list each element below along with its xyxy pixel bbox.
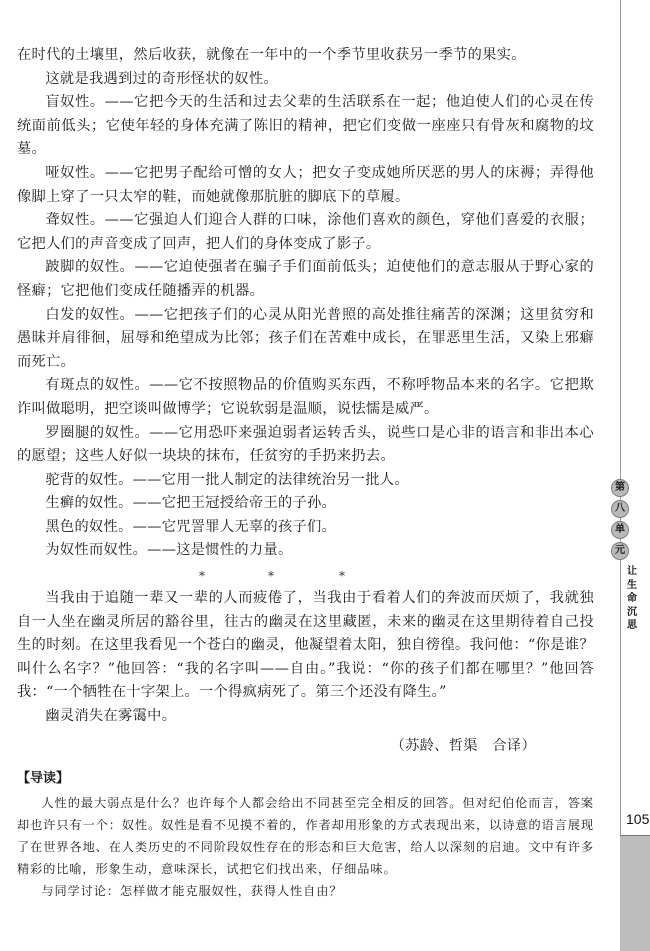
section-char: 沉 <box>627 606 637 618</box>
section-char: 思 <box>627 620 637 631</box>
paragraph-black-servility: 黑色的奴性。——它咒詈罪人无辜的孩子们。 <box>45 518 337 535</box>
paragraph-scabby-servility: 生癣的奴性。——它把王冠授给帝王的子孙。 <box>45 495 337 512</box>
paragraph-grey-servility: 白发的奴性。——它把孩子们的心灵从阳光普照的高处推往痛苦的深渊；这里贫穷和愚昧并肩徘徊，屈辱和绝望成为比邻；孩子们在苦难中成长，在罪恶里生活，又染上邪癖而死亡。 <box>17 306 594 370</box>
main-text <box>17 44 594 759</box>
paragraph-deaf-servility: 聋奴性。——它强迫人们迎合人群的口味，涂他们喜欢的颜色，穿他们喜爱的衣服；它把人们的声音变成了回声，把人们的身体变成了影子。 <box>17 212 594 252</box>
translator-credit: （苏龄、哲渠 合译） <box>390 737 536 754</box>
unit-label <box>611 479 628 563</box>
thumb-index-tab <box>620 835 650 951</box>
unit-badge-circle: 第 <box>611 479 629 497</box>
paragraph-blind-servility: 盲奴性。——它把今天的生活和过去父辈的生活联系在一起；他迫使人们的心灵在传统面前低头；它使年轻的身体充满了陈旧的精神，把它们变做一座座只有骨灰和腐物的坟墓。 <box>17 94 594 158</box>
paragraph-0: 在时代的土壤里，然后收获，就像在一年中的一个季节里收获另一季节的果实。 <box>17 47 526 63</box>
paragraph-mute-servility: 哑奴性。——它把男子配给可憎的女人；把女子变成她所厌恶的男人的床褥；弄得他像脚上穿了一只太窄的鞋，而她就像那肮脏的脚底下的草履。 <box>17 164 594 205</box>
unit-badge-circle: 八 <box>611 500 629 518</box>
separator-star: * <box>199 569 206 584</box>
section-char: 让 <box>627 566 637 577</box>
paragraph-1: 这就是我遇到过的奇形怪状的奴性。 <box>45 70 278 87</box>
page-number: 105 <box>626 811 650 827</box>
paragraph-bowlegged-servility: 罗圈腿的奴性。——它用恐吓来强迫弱者运转舌头，说些口是心非的语言和非出本心的愿望；这些人好似一块块的抹布，任贫穷的手扔来扔去。 <box>17 424 594 465</box>
section-char: 命 <box>627 593 637 604</box>
reading-guide <box>17 768 594 902</box>
separator-star: * <box>339 569 346 584</box>
guide-title: 【导读】 <box>17 771 70 786</box>
guide-paragraph: 人性的最大弱点是什么？也许每个人都会给出不同甚至完全相反的回答。但对纪伯伦而言，答案却也许只有一个：奴性。奴性是看不见摸不着的，作者却用形象的方式表现出来，以诗意的语言展现了在世界各地、在人类历史的不同阶段奴性存在的形态和巨大危害，给人以深刻的启迪。文中有许多精彩的比喻，形象生动，意味深长，试把它们找出来，仔细品味。 <box>17 796 594 876</box>
section-char: 生 <box>627 579 637 591</box>
paragraph-ghost: 当我由于追随一辈又一辈的人而疲倦了，当我由于看着人们的奔波而厌烦了，我就独自一人坐在幽灵所居的豁谷里，往古的幽灵在这里藏匿，未来的幽灵在这里期待着自己投生的时刻。在这里我看见一个苍白的幽灵，他凝望着太阳，独自徬徨。我问他：“你是谁？叫什么名字？”他回答：“我的名字叫——自由。”我说：“你的孩子们都在哪里？”他回答我：“一个牺牲在十字架上。一个得疯病死了。第三个还没有降生。” <box>17 590 594 701</box>
section-separator <box>17 563 594 587</box>
separator-star: * <box>268 569 275 584</box>
paragraph-ghost-vanished: 幽灵消失在雾霭中。 <box>45 708 177 725</box>
paragraph-hunchback-servility: 驼背的奴性。——它用一批人制定的法律统治另一批人。 <box>45 471 409 488</box>
paragraph-spotted-servility: 有斑点的奴性。——它不按照物品的价值购买东西，不称呼物品本来的名字。它把欺诈叫做聪明，把空谈叫做博学；它说软弱是温顺，说怯懦是威严。 <box>17 377 594 417</box>
paragraph-servility-for-servility: 为奴性而奴性。——这是惯性的力量。 <box>45 542 293 559</box>
unit-badge-circle: 单 <box>611 521 629 539</box>
unit-badge-circle: 元 <box>611 542 629 560</box>
unit-section-title <box>625 565 639 633</box>
paragraph-lame-servility: 跛脚的奴性。——它迫使强者在骗子手们面前低头；迫使他们的意志服从于野心家的怪癖；它把他们变成任随播弄的机器。 <box>17 259 594 299</box>
margin-rule <box>620 0 621 835</box>
guide-discussion: 与同学讨论：怎样做才能克服奴性，获得人性自由？ <box>41 884 343 898</box>
